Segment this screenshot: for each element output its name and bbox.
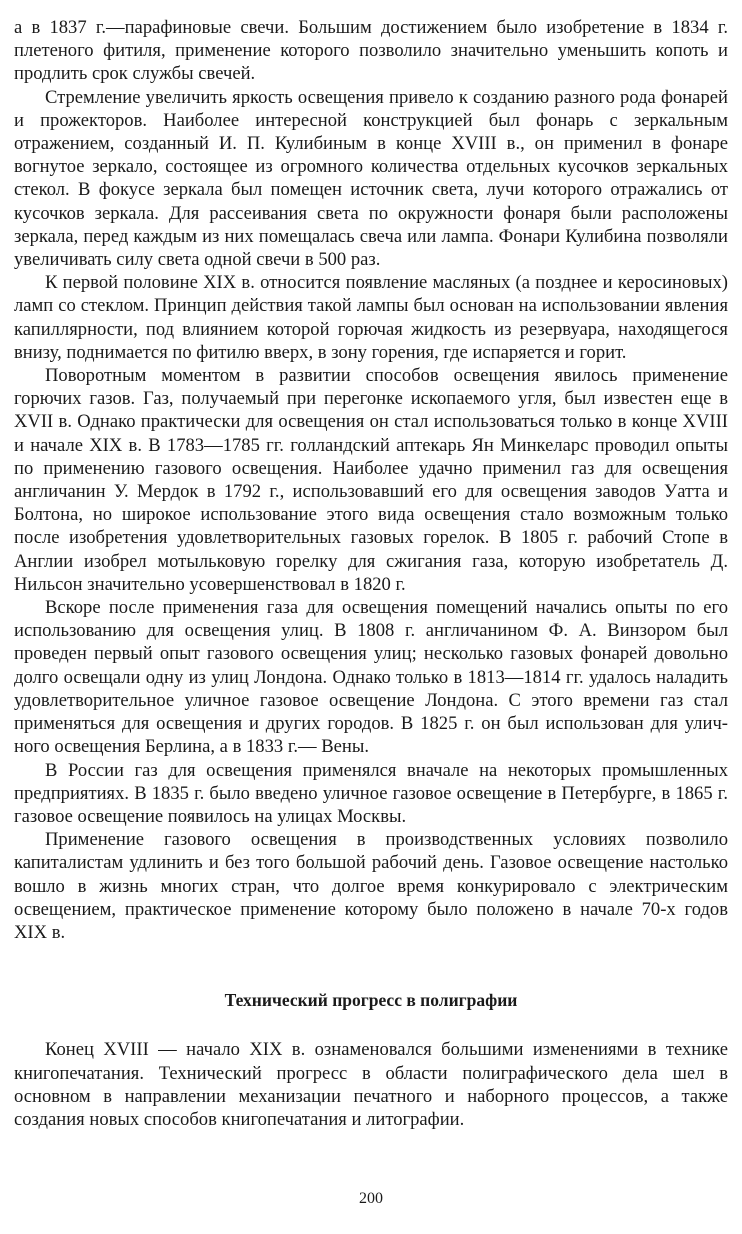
section-heading: Технический прогресс в полиграфии — [224, 990, 518, 1011]
paragraph: Поворотным моментом в развитии способов освещения явилось применение горючих газов. Газ, получаемый при перегонке ископаемого угля, был известен еще в XVII в. Однако практически для освещения он стал использоваться только в конце XVIII и начале XIX в. В 1783—1785 гг. голландский аптекарь Ян Минкеларс проводил опыты по применению газового освещения. Наиболее удачно применил газ для освещения англичанин У. Мердок в 1792 г., использовавший его для освещения заводов Уатта и Болтона, но широкое использование этого вида освещения стало возможным только после изобретения удовлетворительных газовых горелок. В 1805 г. рабочий Стопе в Англии изобрел мотыльковую горелку для сжигания газа, которую изобретатель Д. Нильсон значительно усовершенствовал в 1820 г. — [14, 365, 728, 595]
paragraph: В России газ для освещения применялся вначале на некоторых промышленных предприятиях. В 1835 г. было введено уличное газовое освещение в Петербурге, в 1865 г. газовое освещение появилось на улицах Москвы. — [14, 759, 728, 827]
paragraph: К первой половине XIX в. относится появление масляных (а позднее и керосиновых) ламп со стеклом. Принцип действия такой лампы был основан на использовании явления капиллярности, под влиянием которой горючая жидкость из резервуара, находящегося внизу, поднимается по фитилю вверх, в зону горения, где испаряется и горит. — [14, 272, 728, 363]
page-number: 200 — [359, 1190, 383, 1207]
paragraph: Конец XVIII — начало XIX в. ознаменовался большими изменениями в технике книгопечатания. Технический прогресс в области полиграфического дела шел в основном в направлении механизации печатного и наборного процессов, а также создания новых способов книгопечатания и литографии. — [14, 1039, 728, 1130]
paragraph: а в 1837 г.—парафиновые свечи. Большим достижением было изобретение в 1834 г. плетеного фитиля, применение которого позволило значительно уменьшить копоть и продлить срок службы свечей. — [14, 17, 728, 85]
paragraph: Стремление увеличить яркость освещения привело к созданию разного рода фонарей и прожекторов. Наиболее интересной конструкцией был фонарь с зеркальным отражением, созданный И. П. Кулибиным в конце XVIII в., он применил в фонаре вогнутое зеркало, состоящее из огромного количества отдельных кусочков зеркальных стекол. В фокусе зеркала был помещен источник света, лучи которого отражались от кусочков зеркала. Для рассеивания света по окружности фонаря были расположены зеркала, перед каждым из них помещалась свеча или лампа. Фонари Кулибина позволяли увеличивать силу света одной свечи в 500 раз. — [14, 86, 728, 271]
paragraph: Вскоре после применения газа для освещения помещений начались опыты по его использованию для освещения улиц. В 1808 г. англичанином Ф. А. Винзором был проведен первый опыт газового освещения улиц; несколько газовых фонарей довольно долго освещали одну из улиц Лондона. Однако только в 1813—1814 гг. удалось наладить удовлетворительное уличное газовое освещение Лондона. С этого времени газ стал применяться для освещения и других городов. В 1825 г. он был использован для уличного освещения Берлина, а в 1833 г.— Вены. — [14, 597, 728, 758]
document-page — [14, 16, 728, 1131]
paragraph: Применение газового освещения в производственных условиях позволило капиталистам удлинить и без того большой рабочий день. Газовое освещение настолько вошло в жизнь многих стран, что долгое время конкурировало с электрическим освещением, практическое применение которому было положено в начале 70-х годов XIX в. — [14, 829, 728, 943]
